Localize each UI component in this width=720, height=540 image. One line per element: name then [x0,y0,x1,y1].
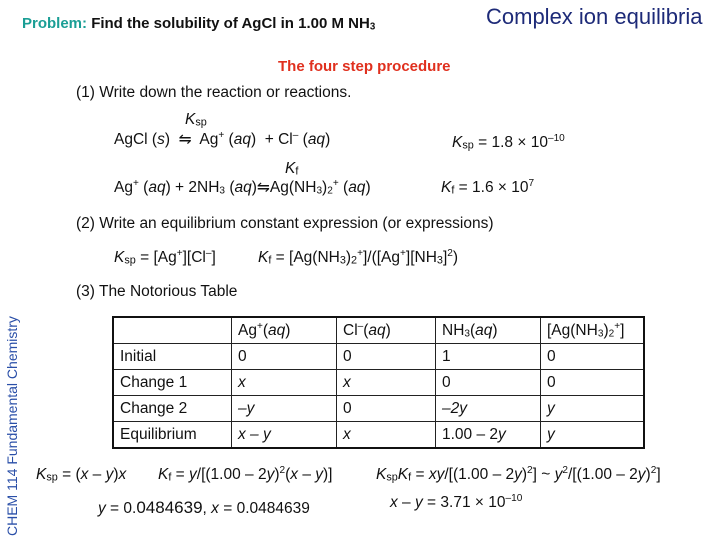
table-cell: x – y [238,425,271,443]
kf-arrow-label: $K_f$ [285,160,299,178]
table-cell: Initial [113,344,232,370]
step-1-text: (1) Write down the reaction or reactions. [76,84,352,101]
reaction-2: Ag+ $(aq) + 2NH_3$ $(aq)⇋Ag(NH_3)_2^+$ (aq) [114,177,371,197]
equilibrium-arrow-icon: ⇋ [178,131,192,148]
ksp-equation: $K_{sp} = (x - y)x$ [36,466,127,484]
table-cell: Equilibrium [113,422,232,449]
table-cell: 0 [541,344,645,370]
ksp-expression: $K_{sp} = [Ag^+][Cl^-]$ [114,247,216,267]
table-row [113,344,644,370]
table-cell: x [343,425,351,443]
ksp-value: $K_{sp} = 1.8 \times 10^{-10}$ [452,132,565,152]
table-row [113,370,644,396]
table-cell: Change 2 [113,396,232,422]
table-cell: x [343,373,351,391]
section-heading: The four step procedure [278,58,451,75]
table-header-cell [113,317,232,344]
table-cell: 0 [337,396,436,422]
table-header-cell: $NH_3(aq)$ [436,317,541,344]
table-cell: –2y [442,399,467,417]
course-label-vertical: CHEM 114 Fundamental Chemistry [4,316,20,536]
table-cell: 0 [436,370,541,396]
ksp-arrow-label: $K_{sp}$ [185,111,207,129]
problem-text: Find the solubility of AgCl in 1.00 M $NH_3$ [91,15,376,33]
table-cell: 0 [337,344,436,370]
table-cell: 1.00 – 2y [436,422,541,449]
table-cell: 1 [436,344,541,370]
kf-equation: $K_f = y/[(1.00 - 2y)^2(x - y)]$ [158,464,333,484]
reaction-1: AgCl (s) ⇋ Ag+ (aq) + Cl– (aq) [114,129,331,148]
kspkf-equation: $K_{sp}K_f = xy/[(1.00 - 2y)^2]$ ~ $y^2/[(1.00 - 2y)^2]$ [376,464,661,484]
solution-values: y = 0.0484639, x = 0.0484639 [98,498,310,517]
table-header-cell: Cl–(aq) [337,317,436,344]
table-cell: Change 1 [113,370,232,396]
kf-expression: $K_f = [Ag(NH_3)_2^+]/([Ag^+][NH_3]^2)$ [258,247,459,267]
table-cell: 0 [232,344,337,370]
table-cell: y [547,399,555,417]
table-cell: –y [238,399,255,417]
table-header-cell: Ag+(aq) [232,317,337,344]
table-header-row [113,317,644,344]
table-header-cell: $[Ag(NH_3)_2^+]$ [541,317,645,344]
table-cell: y [547,425,555,443]
kf-value: $K_f = 1.6 \times 10^7$ [441,177,535,197]
problem-label: Problem: [22,15,88,32]
table-row [113,422,644,449]
slide-title: Complex ion equilibria [486,4,703,29]
table-cell: 0 [541,370,645,396]
ice-table [112,316,645,449]
table-row [113,396,644,422]
table-cell: x [238,373,246,391]
step-3-text: (3) The Notorious Table [76,283,238,300]
step-2-text: (2) Write an equilibrium constant expression (or expressions) [76,215,494,232]
difference-value: $x - y = 3.71 \times 10^{-10}$ [390,492,523,511]
equilibrium-arrow-icon: ⇋ [256,179,270,196]
problem-statement [22,15,375,32]
